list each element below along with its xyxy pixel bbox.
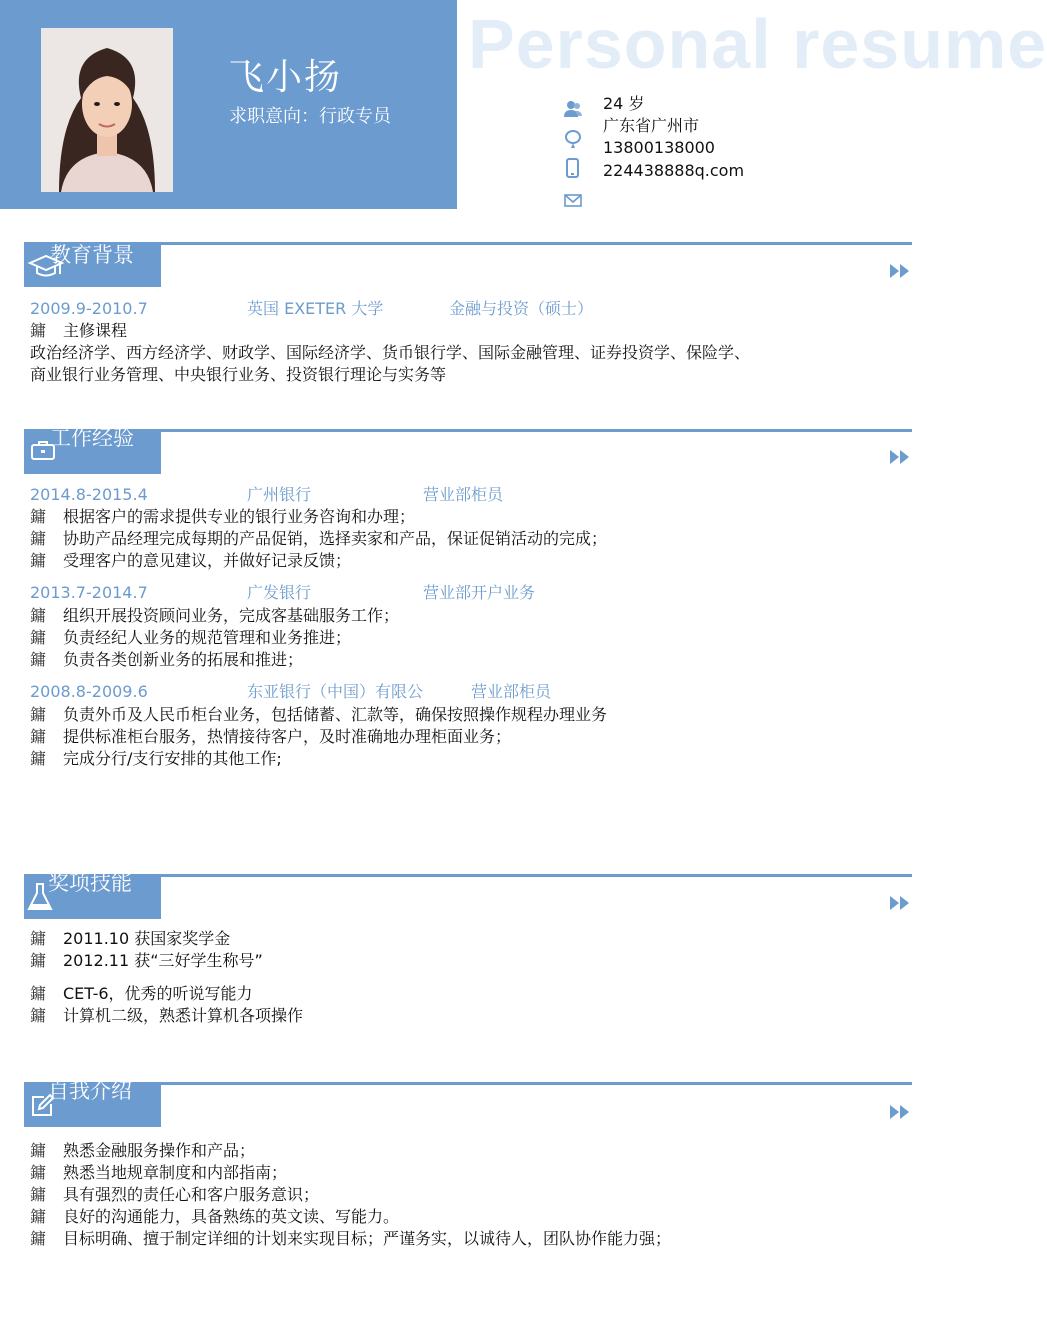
bullet-glyph: 鏞	[30, 984, 47, 1003]
bullet-glyph: 鏞	[30, 749, 47, 768]
section-title-education: 教育背景	[50, 243, 134, 267]
job-duty: 负责经纪人业务的规范管理和业务推进；	[63, 628, 352, 647]
job-intent: 求职意向：行政专员	[229, 106, 391, 127]
job-duty: 完成分行/支行安排的其他工作;	[63, 749, 282, 768]
job-duty: 根据客户的需求提供专业的银行业务咨询和办理；	[63, 507, 416, 526]
section-divider	[160, 1082, 912, 1085]
profile-photo	[41, 28, 173, 192]
self-item: 良好的沟通能力，具备熟练的英文读、写能力。	[63, 1207, 400, 1226]
award-item: 2011.10 获国家奖学金	[63, 929, 231, 948]
bullet-glyph: 鏞	[30, 551, 47, 570]
section-divider	[160, 874, 912, 877]
bullet-glyph: 鏞	[30, 1229, 47, 1248]
bullet-glyph: 鏞	[30, 1006, 47, 1025]
job-duty: 协助产品经理完成每期的产品促销，选择卖家和产品，保证促销活动的完成；	[63, 529, 608, 548]
double-arrow-icon	[889, 449, 911, 465]
double-arrow-icon	[889, 1104, 911, 1120]
bullet-glyph: 鏞	[30, 705, 47, 724]
job-position: 营业部柜员	[471, 682, 552, 701]
skill-item: CET-6，优秀的听说写能力	[63, 984, 253, 1003]
bullet-glyph: 鏞	[30, 929, 47, 948]
bullet-glyph: 鏞	[30, 507, 47, 526]
job-company: 广发银行	[247, 583, 312, 602]
portrait-image	[41, 28, 173, 192]
section-title-self: 自我介绍	[48, 1079, 132, 1103]
bullet-glyph: 鏞	[30, 727, 47, 746]
bullet-glyph: 鏞	[30, 529, 47, 548]
location-text: 广东省广州市	[603, 116, 700, 135]
award-item: 2012.11 获“三好学生称号”	[63, 951, 263, 970]
self-item: 熟悉当地规章制度和内部指南；	[63, 1163, 288, 1182]
bullet-glyph: 鏞	[30, 628, 47, 647]
job-duty: 组织开展投资顾问业务，完成客基础服务工作；	[63, 606, 400, 625]
bullet-glyph: 鏞	[30, 951, 47, 970]
bullet-glyph: 鏞	[30, 1141, 47, 1160]
job-duty: 负责各类创新业务的拓展和推进；	[63, 650, 304, 669]
edu-courses-line: 政治经济学、西方经济学、财政学、国际经济学、货币银行学、国际金融管理、证券投资学、保险学、	[30, 343, 751, 362]
location-icon	[563, 129, 583, 149]
phone-text: 13800138000	[603, 138, 715, 157]
job-position: 营业部柜员	[423, 485, 504, 504]
section-divider	[160, 429, 912, 432]
job-period: 2008.8-2009.6	[30, 682, 148, 701]
edu-school: 英国 EXETER 大学	[247, 299, 384, 318]
bullet-glyph: 鏞	[30, 650, 47, 669]
self-item: 具有强烈的责任心和客户服务意识；	[63, 1185, 320, 1204]
edu-courses-label: 主修课程	[63, 321, 128, 340]
edu-courses-line: 商业银行业务管理、中央银行业务、投资银行理论与实务等	[30, 365, 447, 384]
age-text: 24 岁	[603, 94, 645, 113]
candidate-name: 飞小扬	[228, 57, 343, 98]
edu-period: 2009.9-2010.7	[30, 299, 148, 318]
watermark-title: Personal resume	[468, 5, 1047, 83]
double-arrow-icon	[889, 263, 911, 279]
bullet-glyph: 鏞	[30, 606, 47, 625]
job-company: 东亚银行（中国）有限公	[247, 682, 424, 701]
phone-icon	[563, 158, 583, 178]
edu-major: 金融与投资（硕士）	[449, 299, 594, 318]
section-title-work: 工作经验	[50, 426, 134, 450]
job-company: 广州银行	[247, 485, 312, 504]
email-text: 224438888q.com	[603, 161, 745, 180]
bullet-glyph: 鏞	[30, 321, 47, 340]
bullet-glyph: 鏞	[30, 1207, 47, 1226]
section-divider	[160, 242, 912, 245]
job-period: 2013.7-2014.7	[30, 583, 148, 602]
job-duty: 提供标准柜台服务，热情接待客户，及时准确地办理柜面业务；	[63, 727, 512, 746]
skill-item: 计算机二级，熟悉计算机各项操作	[63, 1006, 304, 1025]
job-duty: 受理客户的意见建议，并做好记录反馈；	[63, 551, 352, 570]
job-duty: 负责外币及人民币柜台业务，包括储蓄、汇款等，确保按照操作规程办理业务	[63, 705, 608, 724]
job-position: 营业部开户业务	[423, 583, 536, 602]
bullet-glyph: 鏞	[30, 1163, 47, 1182]
person-icon	[563, 99, 583, 119]
mail-icon	[563, 190, 583, 210]
section-title-awards: 奖项技能	[48, 871, 132, 895]
self-item: 目标明确、擅于制定详细的计划来实现目标；严谨务实，以诚待人，团队协作能力强；	[63, 1229, 672, 1248]
job-period: 2014.8-2015.4	[30, 485, 148, 504]
double-arrow-icon	[889, 895, 911, 911]
self-item: 熟悉金融服务操作和产品；	[63, 1141, 256, 1160]
bullet-glyph: 鏞	[30, 1185, 47, 1204]
